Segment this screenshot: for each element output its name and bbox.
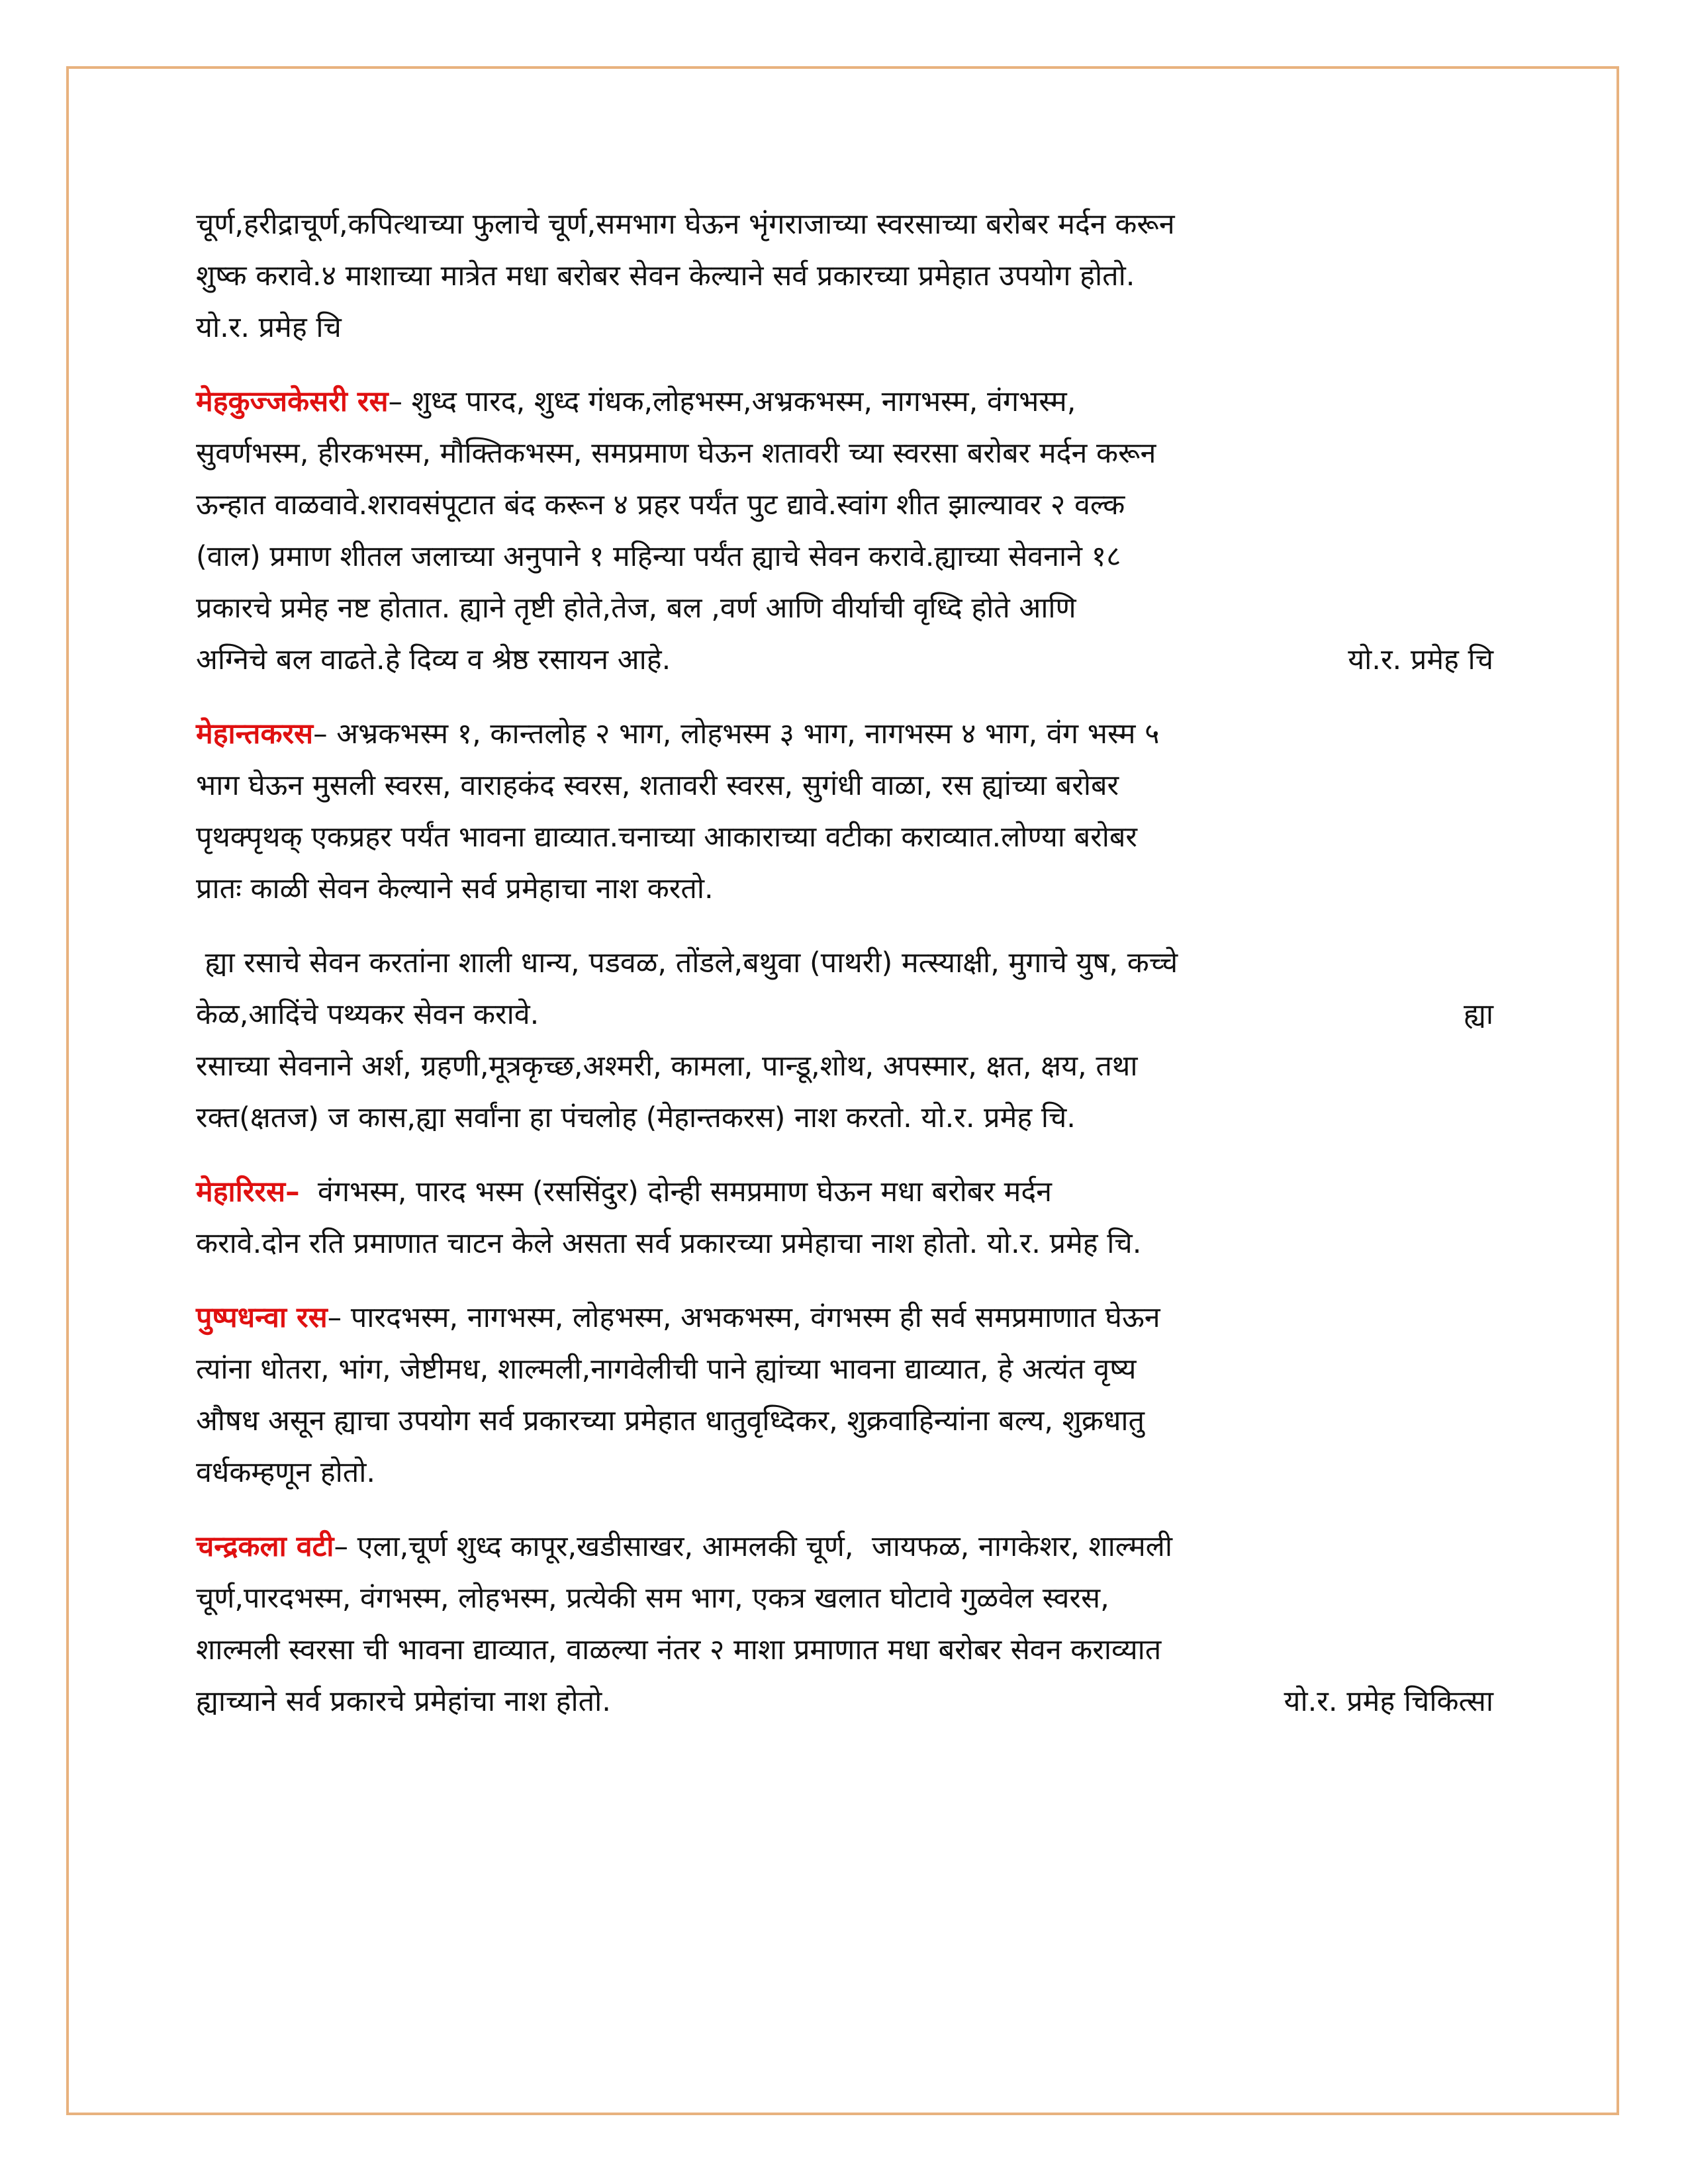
paragraph: [196, 199, 1493, 353]
line-text: [196, 488, 1125, 522]
text-line: [196, 250, 1493, 302]
text-line: [196, 199, 1493, 250]
line-text: [196, 634, 671, 686]
line-body: प्रातः काळी सेवन केल्याने सर्व प्रमेहाचा नाश करतो.: [196, 872, 714, 905]
line-body: त्यांना धोतरा, भांग, जेष्टीमध, शाल्मली,नागवेलीची पाने ह्यांच्या भावना द्याव्यात, हे अत्यंत वृष्य: [196, 1353, 1137, 1386]
paragraph: [196, 937, 1493, 1144]
line-text: [196, 1582, 1109, 1615]
line-body: अग्निचे बल वाढते.हे दिव्य व श्रेष्ठ रसायन आहे.: [196, 643, 671, 676]
paragraph: [196, 376, 1493, 686]
text-line: [196, 1624, 1493, 1676]
text-line: [196, 479, 1493, 531]
recipe-heading: पुष्पधन्वा रस: [196, 1301, 328, 1334]
line-body: पृथक्पृथक् एकप्रहर पर्यंत भावना द्याव्यात.चनाच्या आकाराच्या वटीका कराव्यात.लोण्या बरोबर: [196, 821, 1137, 854]
text-line: [196, 937, 1493, 989]
recipe-heading: मेहकुज्जकेसरी रस: [196, 385, 389, 418]
text-line: [196, 1447, 1493, 1498]
line-body: शुष्क करावे.४ माशाच्या मात्रेत मधा बरोबर सेवन केल्याने सर्व प्रकारच्या प्रमेहात उपयोग होतो.: [196, 259, 1135, 293]
line-body: वंगभस्म, पारद भस्म (रससिंदुर) दोन्ही समप्रमाण घेऊन मधा बरोबर मर्दन: [299, 1175, 1053, 1208]
line-text: [196, 1227, 1141, 1260]
paragraph: [196, 708, 1493, 915]
line-text: [196, 385, 1076, 418]
line-body: केळ,आदिंचे पथ्यकर सेवन करावे.: [196, 998, 539, 1031]
line-body: – शुध्द पारद, शुध्द गंधक,लोहभस्म,अभ्रकभस्म, नागभस्म, वंगभस्म,: [388, 385, 1076, 418]
line-text: [196, 1175, 1052, 1208]
line-text: [196, 540, 1121, 573]
paragraph: [196, 1166, 1493, 1269]
line-body: प्रकारचे प्रमेह नष्ट होतात. ह्याने तृष्टी होते,तेज, बल ,वर्ण आणि वीर्याची वृध्दि होते आणि: [196, 592, 1076, 625]
line-text: [196, 821, 1137, 854]
text-line: [196, 1218, 1493, 1269]
line-text: [196, 208, 1175, 241]
line-text: [196, 1301, 1160, 1334]
line-text: [196, 872, 714, 905]
text-line: [196, 1092, 1493, 1144]
line-text: [196, 592, 1076, 625]
line-body: – एला,चूर्ण शुध्द कापूर,खडीसाखर, आमलकी चूर्ण, जायफळ, नागकेशर, शाल्मली: [334, 1530, 1172, 1563]
line-text: [196, 1101, 1076, 1134]
text-line: [196, 1676, 1493, 1727]
line-text: [196, 437, 1156, 470]
line-body: चूर्ण,हरीद्राचूर्ण,कपित्थाच्या फुलाचे चूर्ण,समभाग घेऊन भृंगराजाच्या स्वरसाच्या बरोबर मर्दन करून: [196, 208, 1175, 241]
text-line: [196, 1292, 1493, 1343]
text-line: [196, 760, 1493, 811]
recipe-heading: मेहारिरस–: [196, 1175, 300, 1208]
line-text: [196, 1050, 1138, 1083]
line-text: [196, 946, 1178, 979]
line-body: रक्त(क्षतज) ज कास,ह्या सर्वांना हा पंचलोह (मेहान्तकरस) नाश करतो. यो.र. प्रमेह चि.: [196, 1101, 1076, 1134]
text-line: [196, 1395, 1493, 1447]
reference-citation: यो.र. प्रमेह चिकित्सा: [1284, 1685, 1493, 1718]
line-body: चूर्ण,पारदभस्म, वंगभस्म, लोहभस्म, प्रत्येकी सम भाग, एकत्र खलात घोटावे गुळवेल स्वरस,: [196, 1582, 1109, 1615]
line-body: – अभ्रकभस्म १, कान्तलोह २ भाग, लोहभस्म ३ भाग, नागभस्म ४ भाग, वंग भस्म ५: [313, 717, 1160, 751]
text-line: [196, 811, 1493, 863]
line-body: – पारदभस्म, नागभस्म, लोहभस्म, अभकभस्म, वंगभस्म ही सर्व समप्रमाणात घेऊन: [327, 1301, 1160, 1334]
line-body: रसाच्या सेवनाने अर्श, ग्रहणी,मूत्रकृच्छ,अश्मरी, कामला, पान्डू,शोथ, अपस्मार, क्षत, क्षय, तथा: [196, 1050, 1138, 1083]
line-body: शाल्मली स्वरसा ची भावना द्याव्यात, वाळल्या नंतर २ माशा प्रमाणात मधा बरोबर सेवन कराव्यात: [196, 1633, 1162, 1666]
line-body: औषध असून ह्याचा उपयोग सर्व प्रकारच्या प्रमेहात धातुवृध्दिकर, शुक्रवाहिन्यांना बल्य, शुक्रधातु: [196, 1404, 1145, 1437]
text-line: [196, 1343, 1493, 1395]
line-body: ह्या रसाचे सेवन करतांना शाली धान्य, पडवळ, तोंडले,बथुवा (पाथरी) मत्स्याक्षी, मुगाचे युष, कच्चे: [196, 946, 1178, 979]
line-body: (वाल) प्रमाण शीतल जलाच्या अनुपाने १ महिन्या पर्यंत ह्याचे सेवन करावे.ह्याच्या सेवनाने १८: [196, 540, 1121, 573]
line-body: भाग घेऊन मुसली स्वरस, वाराहकंद स्वरस, शतावरी स्वरस, सुगंधी वाळा, रस ह्यांच्या बरोबर: [196, 769, 1119, 802]
text-line: [196, 1166, 1493, 1218]
paragraph: [196, 1292, 1493, 1498]
line-text: [196, 717, 1159, 751]
line-text: [196, 1353, 1136, 1386]
line-body: करावे.दोन रति प्रमाणात चाटन केले असता सर्व प्रकारच्या प्रमेहाचा नाश होतो. यो.र. प्रमेह चि.: [196, 1227, 1142, 1260]
line-text: [196, 769, 1119, 802]
line-body: सुवर्णभस्म, हीरकभस्म, मौक्तिकभस्म, समप्रमाण घेऊन शतावरी च्या स्वरसा बरोबर मर्दन करून: [196, 437, 1156, 470]
line-body: यो.र. प्रमेह चि: [196, 311, 342, 344]
text-line: [196, 531, 1493, 582]
line-text: [196, 1404, 1145, 1437]
line-body: ह्याच्याने सर्व प्रकारचे प्रमेहांचा नाश होतो.: [196, 1685, 611, 1718]
text-line: [196, 708, 1493, 760]
line-body: वर्धकम्हणून होतो.: [196, 1456, 376, 1489]
text-line: [196, 376, 1493, 428]
text-line: [196, 989, 1493, 1040]
line-text: [196, 259, 1135, 293]
recipe-heading: चन्द्रकला वटी: [196, 1530, 334, 1563]
text-line: [196, 1040, 1493, 1092]
line-text: [196, 1676, 611, 1727]
text-line: [196, 1572, 1493, 1624]
document-body: [196, 199, 1493, 1750]
text-line: [196, 428, 1493, 479]
text-line: [196, 634, 1493, 686]
line-text: [196, 1633, 1161, 1666]
text-line: [196, 582, 1493, 634]
line-body: ऊन्हात वाळवावे.शरावसंपूटात बंद करून ४ प्रहर पर्यंत पुट द्यावे.स्वांग शीत झाल्यावर २ वल्क: [196, 488, 1125, 522]
line-text: [196, 311, 342, 344]
text-line: [196, 1521, 1493, 1572]
line-text: [196, 1456, 375, 1489]
reference-citation: यो.र. प्रमेह चि: [1348, 643, 1493, 676]
text-line: [196, 863, 1493, 915]
line-text: [196, 989, 539, 1040]
text-line: [196, 302, 1493, 353]
reference-citation: ह्या: [1464, 998, 1493, 1031]
line-text: [196, 1530, 1172, 1563]
paragraph: [196, 1521, 1493, 1727]
recipe-heading: मेहान्तकरस: [196, 717, 314, 751]
